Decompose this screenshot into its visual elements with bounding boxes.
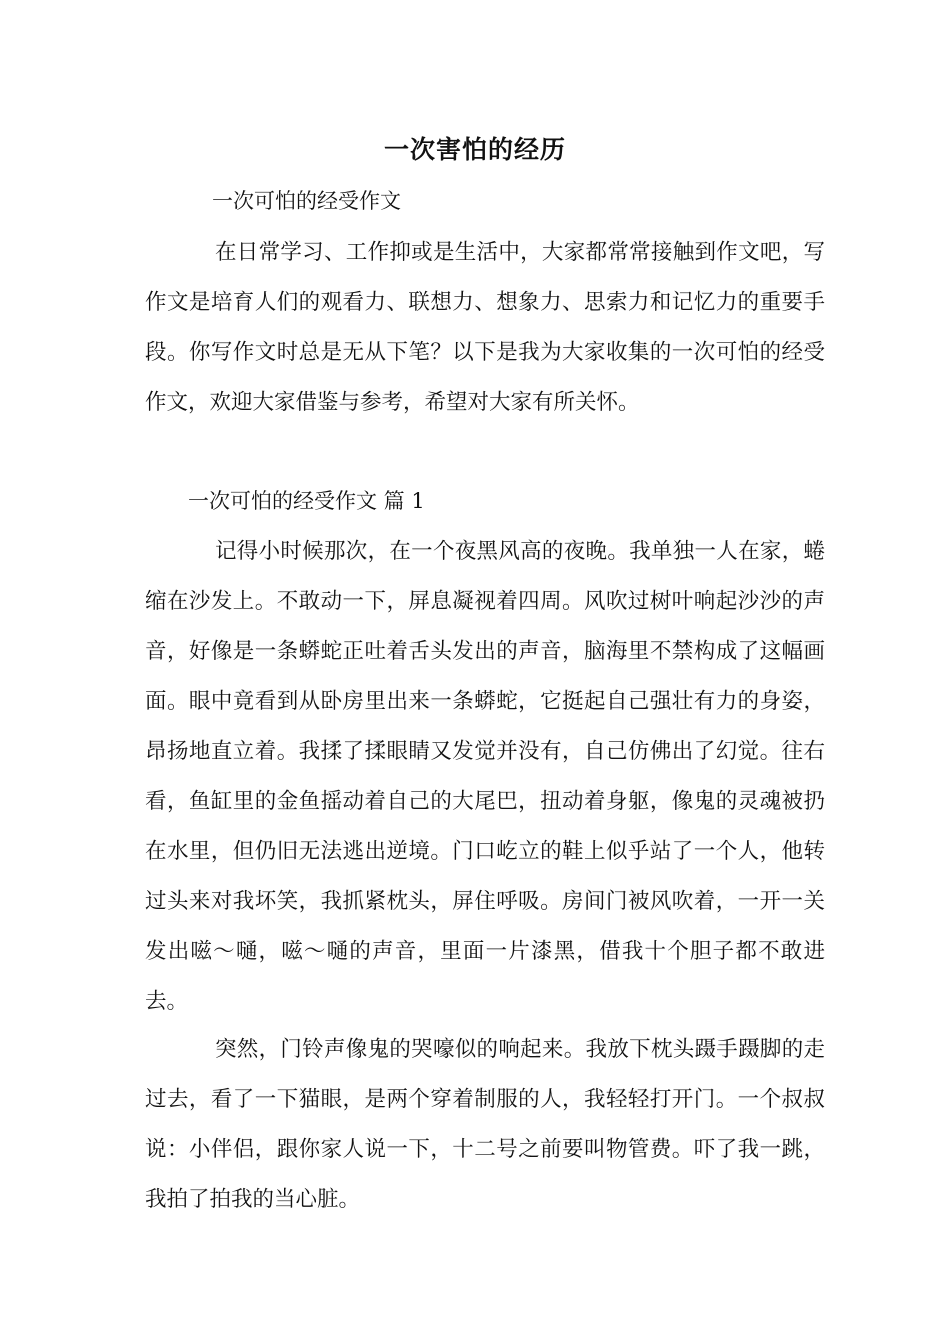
- document-title: 一次害怕的经历: [383, 135, 566, 164]
- intro-paragraph: 在日常学习、工作抑或是生活中，大家都常常接触到作文吧，写作文是培育人们的观看力、联想力、想象力、思索力和记忆力的重要手段。你写作文时总是无从下笔？以下是我为大家收集的一次可怕的经受作文，欢迎大家借鉴与参考，希望对大家有所关怀。: [145, 240, 825, 415]
- section-heading: 一次可怕的经受作文 篇 1: [188, 489, 425, 513]
- body-paragraph: 记得小时候那次，在一个夜黑风高的夜晚。我单独一人在家，蜷缩在沙发上。不敢动一下，屏息凝视着四周。风吹过树叶响起沙沙的声音，好像是一条蟒蛇正吐着舌头发出的声音，脑海里不禁构成了这幅画面。眼中竟看到从卧房里出来一条蟒蛇，它挺起自己强壮有力的身姿，昂扬地直立着。我揉了揉眼睛又发觉并没有，自己仿佛出了幻觉。往右看，鱼缸里的金鱼摇动着自己的大尾巴，扭动着身躯，像鬼的灵魂被扔在水里，但仍旧无法逃出逆境。门口屹立的鞋上似乎站了一个人，他转过头来对我坏笑，我抓紧枕头，屏住呼吸。房间门被风吹着，一开一关发出嗞～嗵，嗞～嗵的声音，里面一片漆黑，借我十个胆子都不敢进去。: [145, 539, 825, 1014]
- document-subtitle: 一次可怕的经受作文: [212, 189, 401, 213]
- body-paragraph: 突然，门铃声像鬼的哭嚎似的响起来。我放下枕头蹑手蹑脚的走过去，看了一下猫眼，是两个穿着制服的人，我轻轻打开门。一个叔叔说：小伴侣，跟你家人说一下，十二号之前要叫物管费。吓了我一跳，我拍了拍我的当心脏。: [145, 1037, 825, 1212]
